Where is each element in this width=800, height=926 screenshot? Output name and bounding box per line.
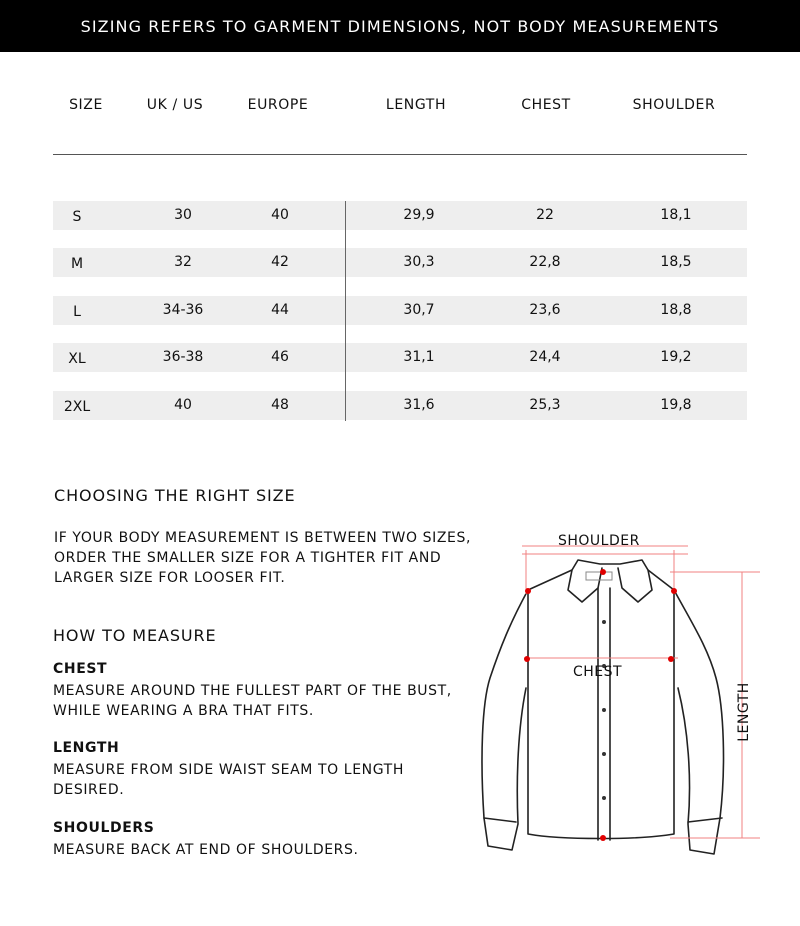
chest-line: MEASURE AROUND THE FULLEST PART OF THE BUST, — [53, 683, 452, 699]
header-chest: CHEST — [521, 97, 571, 113]
shoulders-text — [53, 840, 359, 860]
cell-size: XL — [68, 351, 86, 367]
length-line: DESIRED. — [53, 782, 125, 798]
cell-europe: 42 — [271, 254, 289, 270]
chest-line: WHILE WEARING A BRA THAT FITS. — [53, 703, 314, 719]
table-row — [53, 296, 747, 325]
header-shoulder: SHOULDER — [632, 97, 716, 113]
cell-europe: 46 — [271, 349, 289, 365]
table-row — [53, 343, 747, 372]
cell-shoulder: 18,5 — [660, 254, 692, 270]
shoulders-heading: SHOULDERS — [53, 820, 155, 836]
header-uk-us: UK / US — [146, 97, 204, 113]
how-to-measure-title: HOW TO MEASURE — [53, 626, 217, 645]
cell-size: S — [72, 209, 82, 225]
cell-uk-us: 36-38 — [162, 349, 204, 365]
cell-size: M — [70, 256, 84, 272]
cell-uk-us: 30 — [174, 207, 192, 223]
cell-chest: 22,8 — [529, 254, 561, 270]
chest-text — [53, 681, 452, 721]
cell-europe: 48 — [271, 397, 289, 413]
cell-length: 31,1 — [403, 349, 435, 365]
cell-length: 29,9 — [403, 207, 435, 223]
length-label: LENGTH — [735, 682, 752, 742]
shirt-measurement-diagram — [470, 528, 770, 868]
column-divider — [345, 201, 346, 421]
length-heading: LENGTH — [53, 740, 120, 756]
shoulder-label: SHOULDER — [558, 533, 640, 549]
cell-chest: 24,4 — [529, 349, 561, 365]
cell-uk-us: 40 — [174, 397, 192, 413]
header-length: LENGTH — [385, 97, 447, 113]
table-row — [53, 391, 747, 420]
cell-length: 31,6 — [403, 397, 435, 413]
cell-shoulder: 18,1 — [660, 207, 692, 223]
choosing-line: LARGER SIZE FOR LOOSER FIT. — [54, 570, 286, 586]
shirt-icon — [470, 528, 770, 868]
cell-chest: 22 — [536, 207, 554, 223]
header-europe: EUROPE — [247, 97, 309, 113]
cell-length: 30,7 — [403, 302, 435, 318]
cell-uk-us: 34-36 — [162, 302, 204, 318]
length-text — [53, 760, 404, 800]
choosing-line: IF YOUR BODY MEASUREMENT IS BETWEEN TWO SIZES, — [54, 530, 472, 546]
cell-shoulder: 19,8 — [660, 397, 692, 413]
cell-length: 30,3 — [403, 254, 435, 270]
chest-label: CHEST — [573, 664, 623, 680]
size-guide-banner: SIZING REFERS TO GARMENT DIMENSIONS, NOT BODY MEASUREMENTS — [0, 0, 800, 52]
cell-europe: 44 — [271, 302, 289, 318]
choosing-title: CHOOSING THE RIGHT SIZE — [54, 486, 296, 505]
table-row — [53, 201, 747, 230]
cell-shoulder: 19,2 — [660, 349, 692, 365]
cell-size: 2XL — [63, 399, 91, 415]
cell-shoulder: 18,8 — [660, 302, 692, 318]
cell-europe: 40 — [271, 207, 289, 223]
cell-chest: 23,6 — [529, 302, 561, 318]
cell-uk-us: 32 — [174, 254, 192, 270]
length-line: MEASURE FROM SIDE WAIST SEAM TO LENGTH — [53, 762, 404, 778]
shoulders-line: MEASURE BACK AT END OF SHOULDERS. — [53, 842, 359, 858]
choosing-line: ORDER THE SMALLER SIZE FOR A TIGHTER FIT AND — [54, 550, 442, 566]
table-row — [53, 248, 747, 277]
header-size: SIZE — [69, 97, 103, 113]
chest-heading: CHEST — [53, 661, 108, 677]
choosing-text — [54, 528, 471, 588]
cell-chest: 25,3 — [529, 397, 561, 413]
header-divider — [53, 154, 747, 155]
cell-size: L — [73, 304, 81, 320]
